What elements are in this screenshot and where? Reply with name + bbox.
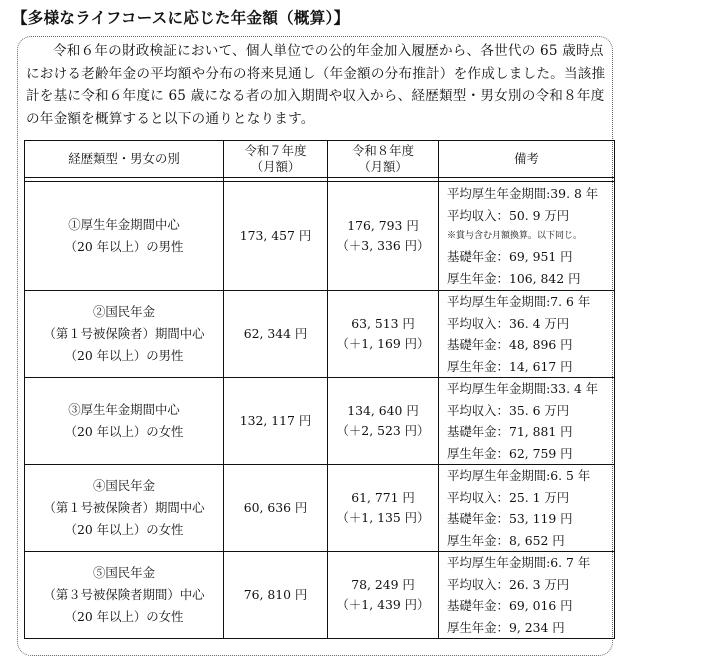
note-line: 基礎年金：53, 119 円 <box>447 511 573 526</box>
category-line: （20 年以上）の女性 <box>64 609 184 624</box>
row-category <box>25 182 224 291</box>
row-r8-amount <box>328 182 439 291</box>
category-line: （20 年以上）の女性 <box>64 424 184 439</box>
note-line: 平均厚生年金期間:33. 4 年 <box>447 381 599 396</box>
note-line: 平均収入：50. 9 万円 <box>447 207 570 223</box>
r8-diff: （＋2, 523 円） <box>336 423 430 438</box>
r8-value: 134, 640 円 <box>347 403 419 418</box>
row-category <box>25 465 224 552</box>
table-row <box>25 378 615 465</box>
table-row <box>25 465 615 552</box>
note-line: 厚生年金：9, 234 円 <box>447 619 565 635</box>
note-line: 平均厚生年金期間:39. 8 年 <box>447 186 599 201</box>
note-line: 基礎年金：69, 951 円 <box>447 249 573 264</box>
r8-diff: （＋3, 336 円） <box>336 238 430 253</box>
row-notes <box>439 291 615 378</box>
category-line: （第３号被保険者期間）中心 <box>43 587 205 602</box>
row-notes <box>439 552 615 639</box>
note-line: 平均厚生年金期間:6. 7 年 <box>447 555 591 570</box>
category-line: （20 年以上）の女性 <box>64 522 184 537</box>
header-r8-line1: 令和８年度 <box>352 143 414 158</box>
note-line: 平均収入：36. 4 万円 <box>447 315 570 331</box>
row-category <box>25 552 224 639</box>
note-line: 平均収入：25. 1 万円 <box>447 489 570 505</box>
pension-table <box>24 140 615 639</box>
row-r7-amount: 60, 636 円 <box>224 465 328 552</box>
row-notes <box>439 378 615 465</box>
category-line: ②国民年金 <box>93 304 155 319</box>
row-r7-amount: 132, 117 円 <box>224 378 328 465</box>
category-line: （20 年以上）の男性 <box>64 348 184 363</box>
note-line: 基礎年金：69, 016 円 <box>447 598 573 613</box>
category-line: ④国民年金 <box>93 478 155 493</box>
header-r8 <box>328 141 439 178</box>
row-category <box>25 291 224 378</box>
page-title: 【多様なライフコースに応じた年金額（概算）】 <box>12 9 350 27</box>
note-line: 厚生年金：14, 617 円 <box>447 358 573 374</box>
table-row <box>25 552 615 639</box>
note-line: 厚生年金：62, 759 円 <box>447 445 573 461</box>
r8-value: 176, 793 円 <box>347 218 419 233</box>
row-notes <box>439 465 615 552</box>
note-line: 平均厚生年金期間:7. 6 年 <box>447 294 591 309</box>
table-row <box>25 291 615 378</box>
row-category <box>25 378 224 465</box>
header-r7 <box>224 141 328 178</box>
table-row <box>25 182 615 291</box>
r8-diff: （＋1, 439 円） <box>336 597 430 612</box>
header-r7-line2: （月額） <box>250 159 301 174</box>
table-header-row <box>25 141 615 178</box>
r8-value: 78, 249 円 <box>351 577 415 592</box>
row-r7-amount: 173, 457 円 <box>224 182 328 291</box>
note-line: 平均厚生年金期間:6. 5 年 <box>447 468 591 483</box>
note-line: 平均収入：35. 6 万円 <box>447 402 570 418</box>
note-line: 基礎年金：48, 896 円 <box>447 337 573 352</box>
row-r8-amount <box>328 378 439 465</box>
row-r7-amount: 76, 810 円 <box>224 552 328 639</box>
category-line: （第１号被保険者）期間中心 <box>43 500 205 515</box>
intro-paragraph: 令和６年の財政検証において、個人単位での公的年金加入履歴から、各世代の 65 歳時点における老齢年金の平均額や分布の将来見通し（年金額の分布推計）を作成しました。当該推計を基に令和６年度に 65 歳になる者の加入期間や収入から、経歴類型・男女別の令和８年度の年金額を概算すると以下の通りとなります。 <box>26 43 606 127</box>
category-line: （第１号被保険者）期間中心 <box>43 326 205 341</box>
note-line: 厚生年金：8, 652 円 <box>447 532 565 548</box>
header-notes: 備考 <box>439 141 615 178</box>
note-line: 厚生年金：106, 842 円 <box>447 270 581 286</box>
category-line: ③厚生年金期間中心 <box>68 402 180 417</box>
row-r8-amount <box>328 552 439 639</box>
category-line: ⑤国民年金 <box>93 565 155 580</box>
header-r8-line2: （月額） <box>358 159 408 174</box>
note-footnote: ※賞与含む月額換算。以下同じ。 <box>447 231 583 241</box>
note-line: 基礎年金：71, 881 円 <box>447 424 573 439</box>
r8-value: 63, 513 円 <box>351 316 415 331</box>
row-r7-amount: 62, 344 円 <box>224 291 328 378</box>
note-line: 平均収入：26. 3 万円 <box>447 576 570 592</box>
category-line: ①厚生年金期間中心 <box>68 217 180 232</box>
header-r7-line1: 令和７年度 <box>244 143 307 158</box>
r8-value: 61, 771 円 <box>351 490 415 505</box>
r8-diff: （＋1, 135 円） <box>336 510 430 525</box>
category-line: （20 年以上）の男性 <box>64 239 184 254</box>
header-category: 経歴類型・男女の別 <box>25 141 224 178</box>
r8-diff: （＋1, 169 円） <box>336 336 430 351</box>
row-notes <box>439 182 615 291</box>
row-r8-amount <box>328 291 439 378</box>
row-r8-amount <box>328 465 439 552</box>
